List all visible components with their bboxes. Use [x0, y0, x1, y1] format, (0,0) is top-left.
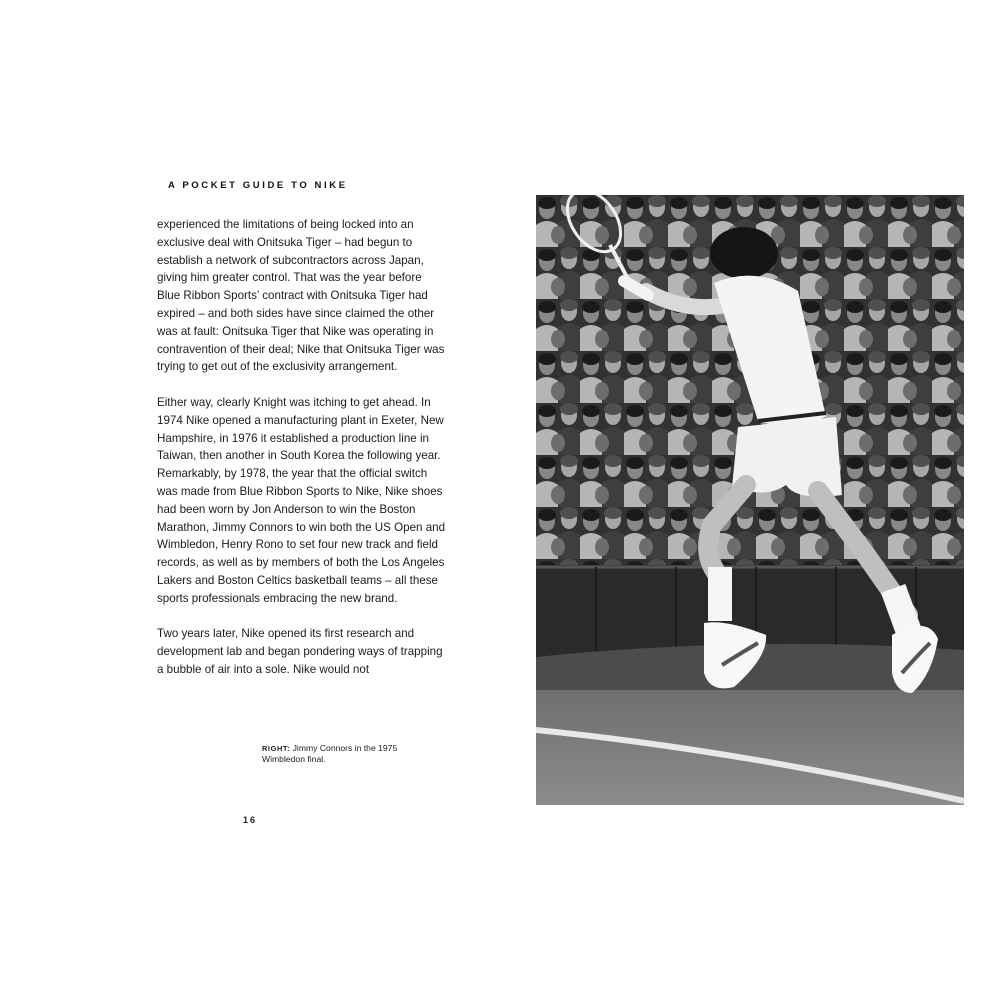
- caption-lead: RIGHT:: [262, 744, 291, 753]
- page-number: 16: [243, 815, 258, 825]
- running-head: A POCKET GUIDE TO NIKE: [168, 180, 348, 191]
- paragraph-2: Either way, clearly Knight was itching to get ahead. In 1974 Nike opened a manufacturing plant in Exeter, New Hampshire, in 1976 it established a production line in Taiwan, then another in South Korea the following year. Remarkably, by 1978, the year that the official switch was made from Blue Ribbon Sports to Nike, Nike shoes had been worn by Jon Anderson to win the Boston Marathon, Jimmy Connors to win both the US Open and Wimbledon, Henry Rono to set four new track and field records, as well as by members of both the Los Angeles Lakers and Boston Celtics basketball teams – all these sports professionals embracing the new brand.: [157, 395, 446, 605]
- paragraph-3: Two years later, Nike opened its first research and development lab and began pondering ways of trapping a bubble of air into a sole. Nike would not: [157, 627, 443, 676]
- body-text: [157, 216, 447, 697]
- photo-caption: [262, 743, 432, 765]
- paragraph-1: experienced the limitations of being locked into an exclusive deal with Onitsuka Tiger – had begun to establish a network of subcontractors across Japan, giving him greater control. That was the year before Blue Ribbon Sports’ contract with Onitsuka Tiger had expired – and both sides have since claimed the other was at fault: Onitsuka Tiger that Nike was operating in contravention of their deal; Nike that Onitsuka Tiger was trying to get out of the exclusivity arrangement.: [157, 218, 445, 374]
- caption-text: Jimmy Connors in the 1975 Wimbledon final.: [262, 743, 398, 764]
- tennis-player-photo: [536, 195, 964, 805]
